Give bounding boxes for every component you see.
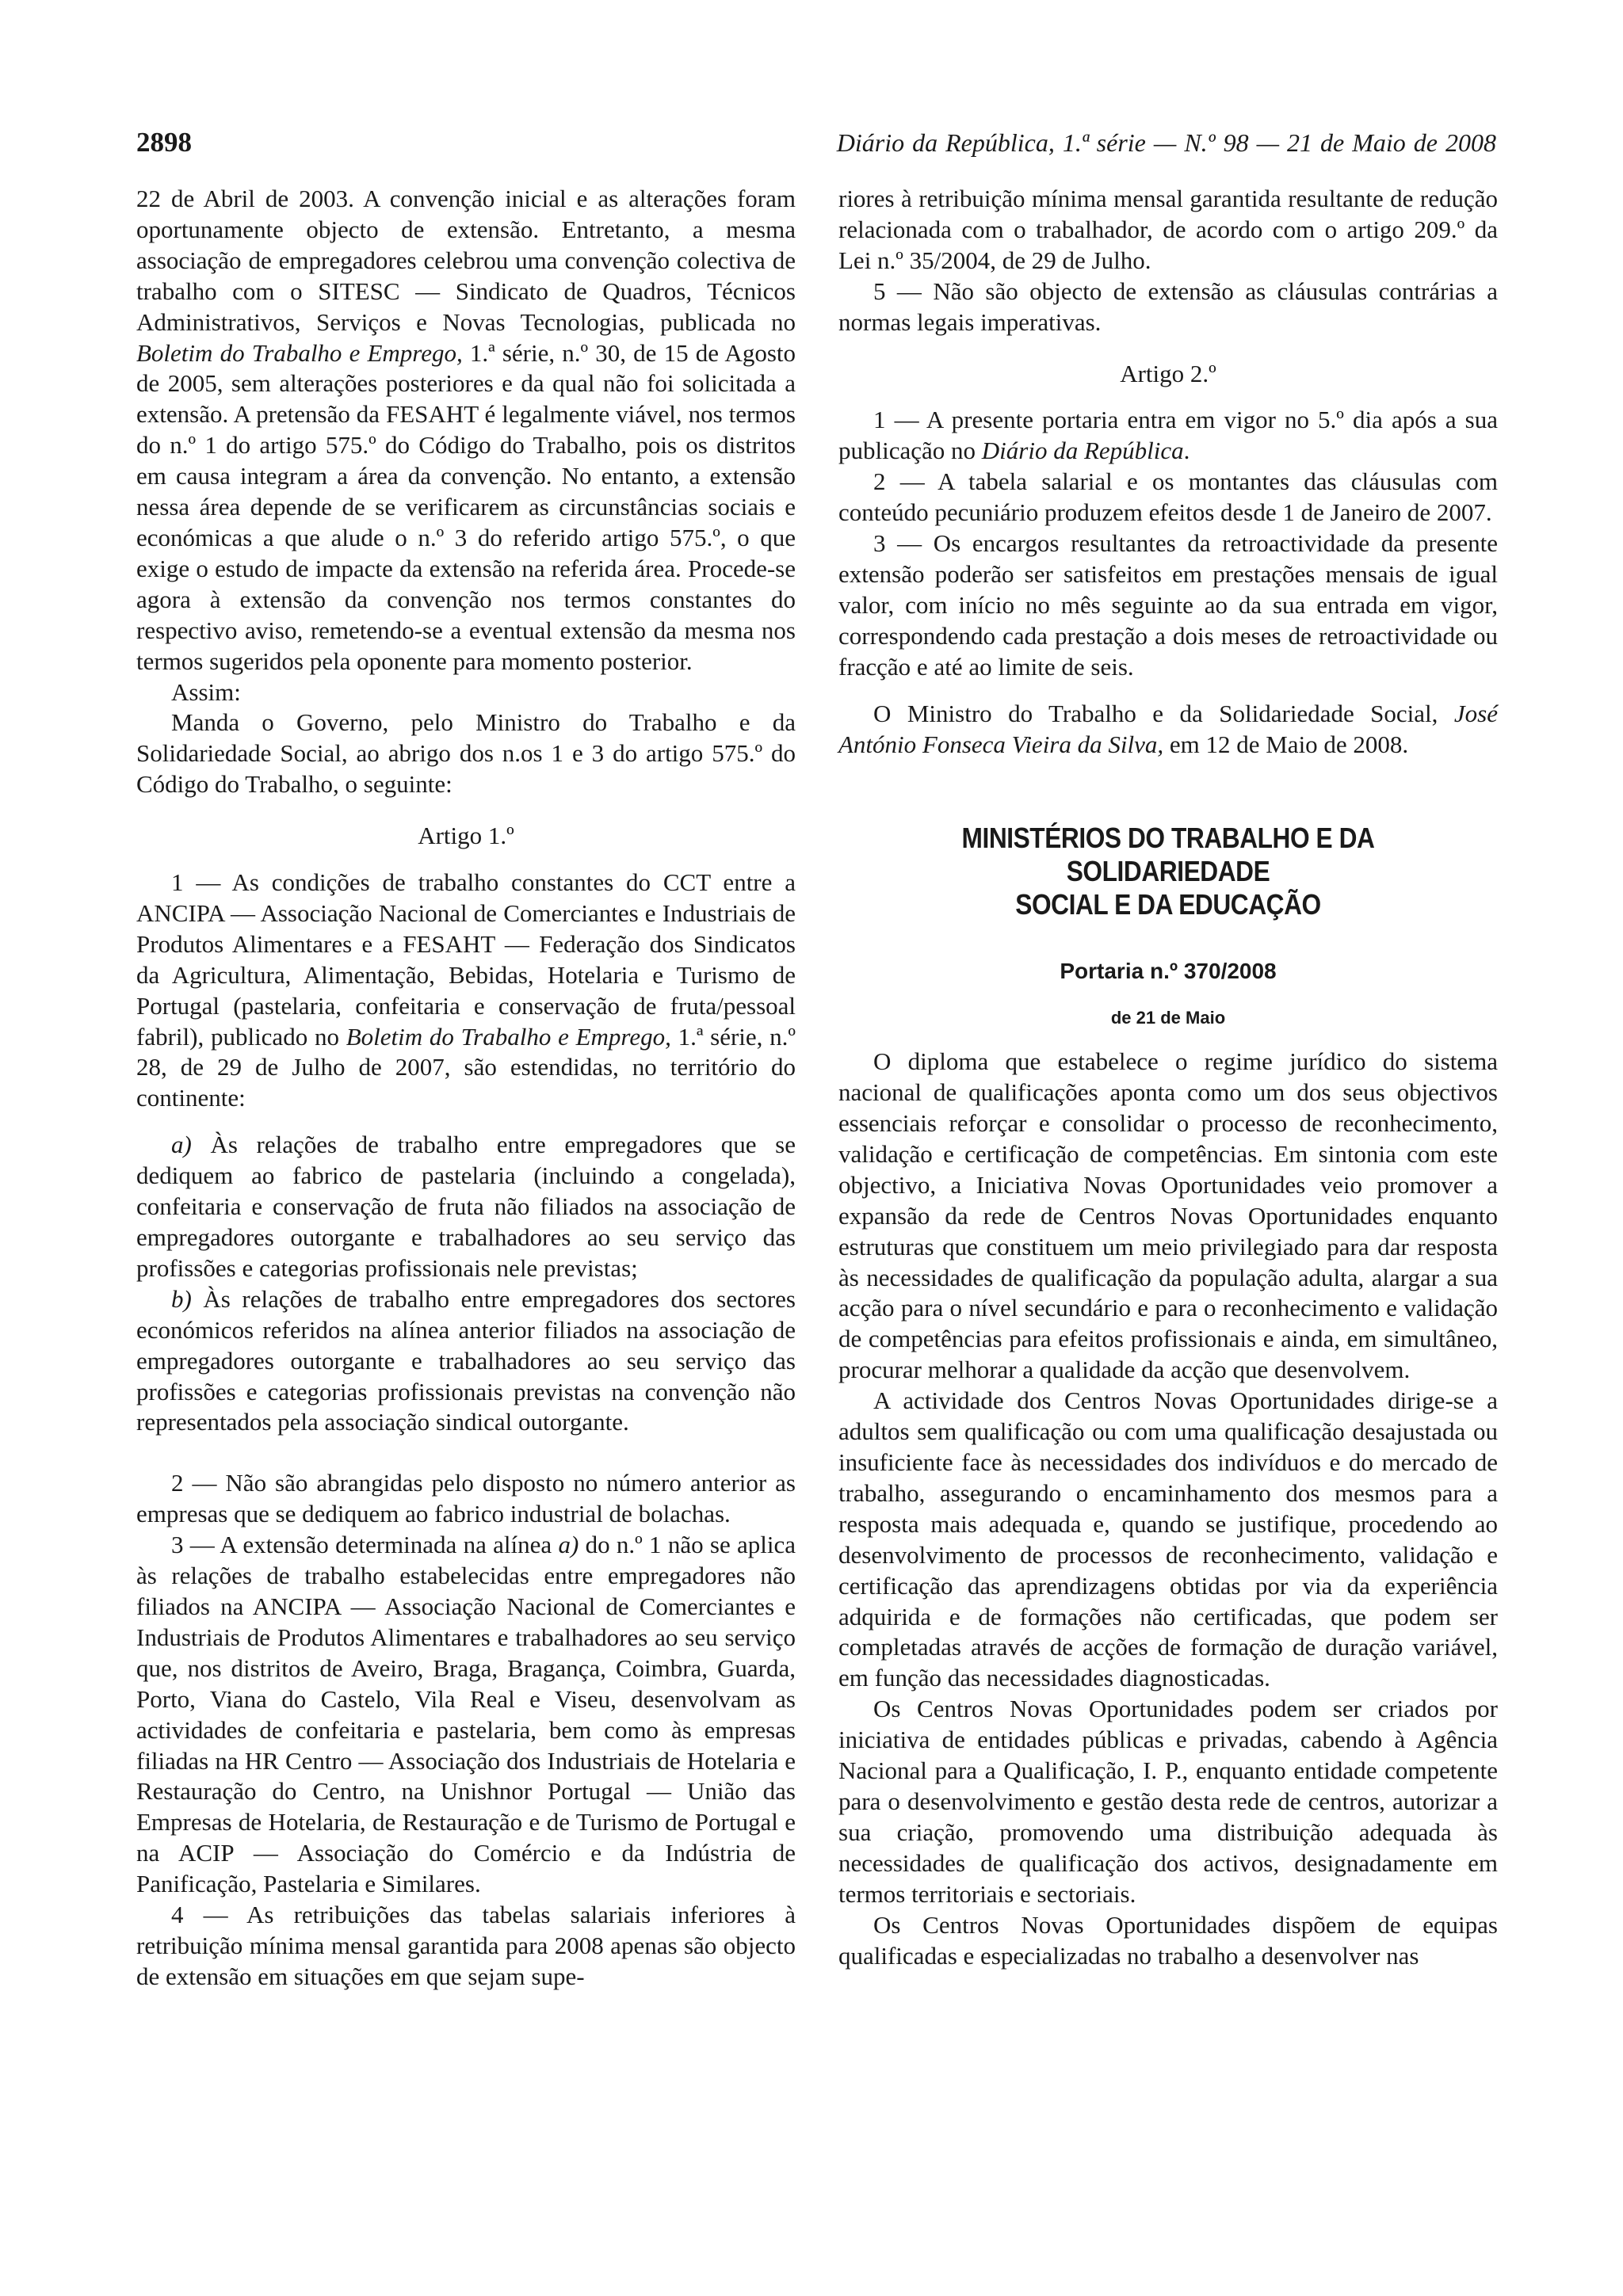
- page-number: 2898: [136, 127, 192, 158]
- paragraph-manda: Manda o Governo, pelo Ministro do Trabalho e da Solidariedade Social, ao abrigo dos n.os 1 e 3 do artigo 575.º do Código do Trabalho, o seguinte:: [136, 708, 796, 799]
- clause-b: b) Às relações de trabalho entre empregadores dos sectores económicos referidos na alínea anterior filiados na associação de empregadores outorgante e trabalhadores ao seu serviço das profissões e categorias profissionais previstas na convenção não representados pela associação sindical outorgante.: [136, 1284, 796, 1436]
- page-header: [136, 127, 1496, 166]
- running-title: Diário da República, 1.ª série — N.º 98 — 21 de Maio de 2008: [836, 128, 1496, 157]
- portaria-paragraph-2: A actividade dos Centros Novas Oportunidades dirige-se a adultos sem qualificação ou com uma qualificação desajustada ou insuficiente face às necessidades dos indivíduos e do mercado de trabalho, assegurando o encaminhamento dos mesmos para a resposta mais adequada e, quando se justifique, procedendo ao desenvolvimento de processos de reconhecimento, validação e certificação das aprendizagens obtidas por via da experiência adquirida e de formações não certificadas, que podem ser completadas através de acções de formação de duração variável, em função das necessidades diagnosticadas.: [838, 1386, 1498, 1692]
- portaria-paragraph-4: Os Centros Novas Oportunidades dispõem de equipas qualificadas e especializadas no trabalho a desenvolver nas: [838, 1910, 1498, 1970]
- signature: O Ministro do Trabalho e da Solidariedade Social, José António Fonseca Vieira da Silva, em 12 de Maio de 2008.: [838, 699, 1498, 758]
- article-1-clause-2: 2 — Não são abrangidas pelo disposto no número anterior as empresas que se dediquem ao fabrico industrial de bolachas.: [136, 1469, 796, 1528]
- article-heading: Artigo 1.º: [418, 822, 514, 850]
- right-column: [838, 184, 1498, 1971]
- article-1-clause-4: 4 — As retribuições das tabelas salariais inferiores à retribuição mínima mensal garantida para 2008 apenas são objecto de extensão em situações em que sejam supe-: [136, 1901, 796, 1990]
- portaria-title: Portaria n.º 370/2008: [1060, 959, 1277, 984]
- clause-a: a) Às relações de trabalho entre empregadores que se dediquem ao fabrico de pastelaria (incluindo a congelada), confeitaria e conservação de fruta não filiados na associação de empregadores outorgante e trabalhadores ao seu serviço das profissões e categorias profissionais nele previstas;: [136, 1131, 796, 1282]
- article-heading: Artigo 2.º: [1120, 359, 1216, 387]
- paragraph: 22 de Abril de 2003. A convenção inicial e as alterações foram oportunamente objecto de extensão. Entretanto, a mesma associação de empregadores celebrou uma convenção colectiva de trabalho com o SITESC — Sindicato de Quadros, Técnicos Administrativos, Serviços e Novas Tecnologias, publicada no Boletim do Trabalho e Emprego, 1.ª série, n.º 30, de 15 de Agosto de 2005, sem alterações posteriores e da qual não foi solicitada a extensão. A pretensão da FESAHT é legalmente viável, nos termos do n.º 1 do artigo 575.º do Código do Trabalho, pois os distritos em causa integram a área da convenção. No entanto, a extensão nessa área depende de se verificarem as circunstâncias sociais e económicas a que alude o n.º 3 do referido artigo 575.º, o que exige o estudo de impacte da extensão na referida área. Procede-se agora à extensão da convenção nos termos constantes do respectivo aviso, remetendo-se a eventual extensão da mesma nos termos sugeridos pela oponente para momento posterior.: [136, 185, 796, 675]
- article-2-clause-3: 3 — Os encargos resultantes da retroactividade da presente extensão poderão ser satisfeitos em prestações mensais de igual valor, com início no mês seguinte ao da sua entrada em vigor, correspondendo cada prestação a dois meses de retroactividade ou fracção e até ao limite de seis.: [838, 529, 1498, 681]
- article-1-clause-1: 1 — As condições de trabalho constantes do CCT entre a ANCIPA — Associação Nacional de Comerciantes e Industriais de Produtos Alimentares e a FESAHT — Federação dos Sindicatos da Agricultura, Alimentação, Bebidas, Hotelaria e Turismo de Portugal (pastelaria, confeitaria e conservação de fruta/pessoal fabril), publicado no Boletim do Trabalho e Emprego, 1.ª série, n.º 28, de 29 de Julho de 2007, são estendidas, no território do continente:: [136, 868, 796, 1112]
- article-1-clause-5: 5 — Não são objecto de extensão as cláusulas contrárias a normas legais imperativas.: [838, 277, 1498, 336]
- portaria-date: de 21 de Maio: [1110, 1008, 1226, 1028]
- portaria-paragraph-3: Os Centros Novas Oportunidades podem ser criados por iniciativa de entidades públicas e privadas, cabendo à Agência Nacional para a Qualificação, I. P., enquanto entidade competente para o desenvolvimento e gestão desta rede de centros, autorizar a sua criação, promovendo uma distribuição adequada às necessidades de qualificação dos activos, designadamente em termos territoriais e sectoriais.: [838, 1695, 1498, 1908]
- paragraph-assim: Assim:: [171, 677, 241, 706]
- portaria-paragraph-1: O diploma que estabelece o regime jurídico do sistema nacional de qualificações aponta como um dos seus objectivos essenciais reforçar e consolidar o processo de reconhecimento, validação e certificação de competências. Em sintonia com este objectivo, a Iniciativa Novas Oportunidades veio promover a expansão da rede de Centros Novas Oportunidades enquanto estruturas que constituem um meio privilegiado para dar resposta às necessidades de qualificação da população adulta, alargar a sua acção para o nível secundário e para o reconhecimento e validação de competências para efeitos profissionais e ainda, em simultâneo, procurar melhorar a qualidade da acção que desenvolvem.: [838, 1047, 1498, 1384]
- left-column: [136, 184, 796, 1993]
- article-1-clause-3: 3 — A extensão determinada na alínea a) do n.º 1 não se aplica às relações de trabalho estabelecidas entre empregadores não filiados na ANCIPA — Associação Nacional de Comerciantes e Industriais de Produtos Alimentares e trabalhadores ao seu serviço que, nos distritos de Aveiro, Braga, Bragança, Coimbra, Guarda, Porto, Viana do Castelo, Vila Real e Viseu, desenvolvam as actividades de confeitaria e pastelaria, bem como às empresas filiadas na HR Centro — Associação dos Industriais de Hotelaria e Restauração do Centro, na Unishnor Portugal — União das Empresas de Hotelaria, de Restauração e de Turismo de Portugal e na ACIP — Associação do Comércio e da Indústria de Panificação, Pastelaria e Similares.: [136, 1531, 796, 1898]
- ministry-heading: MINISTÉRIOS DO TRABALHO E DA SOLIDARIEDADE SOCIAL E DA EDUCAÇÃO: [961, 822, 1375, 921]
- paragraph-continuation: riores à retribuição mínima mensal garantida resultante de redução relacionada com o trabalhador, de acordo com o artigo 209.º da Lei n.º 35/2004, de 29 de Julho.: [838, 185, 1498, 274]
- article-2-clause-1: 1 — A presente portaria entra em vigor no 5.º dia após a sua publicação no Diário da República.: [838, 406, 1498, 465]
- article-2-clause-2: 2 — A tabela salarial e os montantes das cláusulas com conteúdo pecuniário produzem efeitos desde 1 de Janeiro de 2007.: [838, 467, 1498, 527]
- spacer: [136, 1438, 796, 1468]
